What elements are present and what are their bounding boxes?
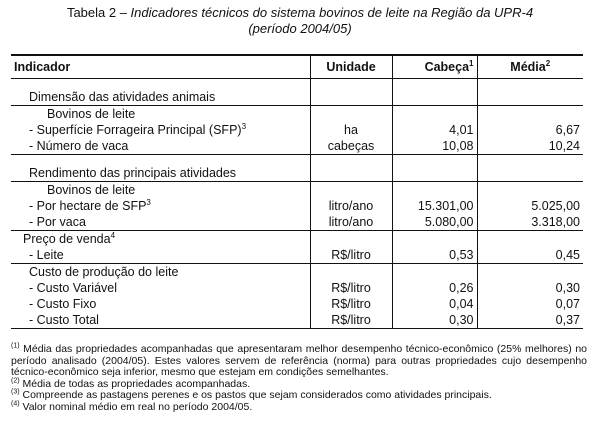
table-row xyxy=(11,231,583,248)
table-row xyxy=(11,122,583,138)
row-media-custo-variavel: 0,30 xyxy=(477,280,583,296)
row-unit-por-vaca: litro/ano xyxy=(310,214,392,231)
footnotes xyxy=(11,344,587,413)
row-media-leite: 0,45 xyxy=(477,247,583,264)
table-row xyxy=(11,89,583,106)
row-unit-custo-fixo: R$/litro xyxy=(310,296,392,312)
row-cabeca-sfp: 4,01 xyxy=(392,122,477,138)
row-media-vaca: 10,24 xyxy=(477,138,583,155)
row-label-hectare: - Por hectare de SFP$^3$ xyxy=(29,197,151,213)
row-label-custo-fixo: - Custo Fixo xyxy=(29,297,97,311)
table-header-row xyxy=(11,55,583,79)
section-rendimento: Rendimento das principais atividades xyxy=(29,166,237,180)
table-row xyxy=(11,312,583,329)
table-row xyxy=(11,264,583,281)
table-caption xyxy=(10,5,590,37)
row-cabeca-hectare: 15.301,00 xyxy=(392,198,477,214)
row-label-sfp: - Superfície Forrageira Principal (SFP)$^3$ xyxy=(29,121,247,137)
row-unit-custo-variavel: R$/litro xyxy=(310,280,392,296)
row-unit-hectare: litro/ano xyxy=(310,198,392,214)
row-cabeca-custo-total: 0,30 xyxy=(392,312,477,329)
row-unit-custo-total: R$/litro xyxy=(310,312,392,329)
row-unit-sfp: ha xyxy=(310,122,392,138)
table-row xyxy=(11,165,583,182)
row-label-vaca: - Número de vaca xyxy=(29,139,129,153)
footnote-4: $^{(4)}$ Valor nominal médio em real no período 2004/05. xyxy=(11,400,253,413)
indicators-table xyxy=(11,54,583,329)
table-row xyxy=(11,247,583,264)
row-cabeca-por-vaca: 5.080,00 xyxy=(392,214,477,231)
subsection-bovinos-2: Bovinos de leite xyxy=(11,182,310,199)
row-cabeca-leite: 0,53 xyxy=(392,247,477,264)
row-unit-vaca: cabeças xyxy=(310,138,392,155)
row-unit-leite: R$/litro xyxy=(310,247,392,264)
section-dimensao: Dimensão das atividades animais xyxy=(29,90,216,104)
row-cabeca-vaca: 10,08 xyxy=(392,138,477,155)
row-media-custo-fixo: 0,07 xyxy=(477,296,583,312)
header-media: Média$^2$ xyxy=(477,55,583,79)
footnote-1: $^{(1)}$ Média das propriedades acompanhadas que apresentaram melhor desempenho técnico-econômico (25% melhores) no período analisado (2004/05). Estes valores servem de referência (norma) para outras propriedades cujo desempenho técnico-econômico seja inferior, mesmo que estejam em condições semelhantes. xyxy=(11,342,587,378)
row-cabeca-custo-fixo: 0,04 xyxy=(392,296,477,312)
caption-lead: Tabela 2 – xyxy=(66,5,131,20)
table-row xyxy=(11,296,583,312)
row-media-hectare: 5.025,00 xyxy=(477,198,583,214)
table-row xyxy=(11,214,583,231)
row-media-sfp: 6,67 xyxy=(477,122,583,138)
table-row xyxy=(11,182,583,199)
row-label-leite: - Leite xyxy=(29,248,64,262)
section-custo: Custo de produção do leite xyxy=(11,264,310,281)
row-label-custo-variavel: - Custo Variável xyxy=(29,281,117,295)
row-cabeca-custo-variavel: 0,26 xyxy=(392,280,477,296)
row-label-custo-total: - Custo Total xyxy=(11,312,310,329)
table-row xyxy=(11,138,583,155)
row-label-por-vaca: - Por vaca xyxy=(29,215,86,229)
table-row xyxy=(11,198,583,214)
footnote-3: $^{(3)}$ Compreende as pastagens perenes e os pastos que sejam considerados como atividades principais. xyxy=(11,388,492,401)
header-indicador: Indicador xyxy=(11,55,310,79)
section-preco: Preço de venda$^4$ xyxy=(11,231,310,248)
subsection-bovinos-1: Bovinos de leite xyxy=(11,106,310,123)
footnote-2: $^{(2)}$ Média de todas as propriedades acompanhadas. xyxy=(11,377,251,390)
header-unidade: Unidade xyxy=(310,55,392,79)
row-media-por-vaca: 3.318,00 xyxy=(477,214,583,231)
row-media-custo-total: 0,37 xyxy=(477,312,583,329)
caption-title: Indicadores técnicos do sistema bovinos de leite na Região da UPR-4 xyxy=(130,5,534,20)
caption-period: (período 2004/05) xyxy=(248,21,352,36)
table-row xyxy=(11,106,583,123)
header-cabeca: Cabeça$^1$ xyxy=(392,55,477,79)
table-row xyxy=(11,280,583,296)
